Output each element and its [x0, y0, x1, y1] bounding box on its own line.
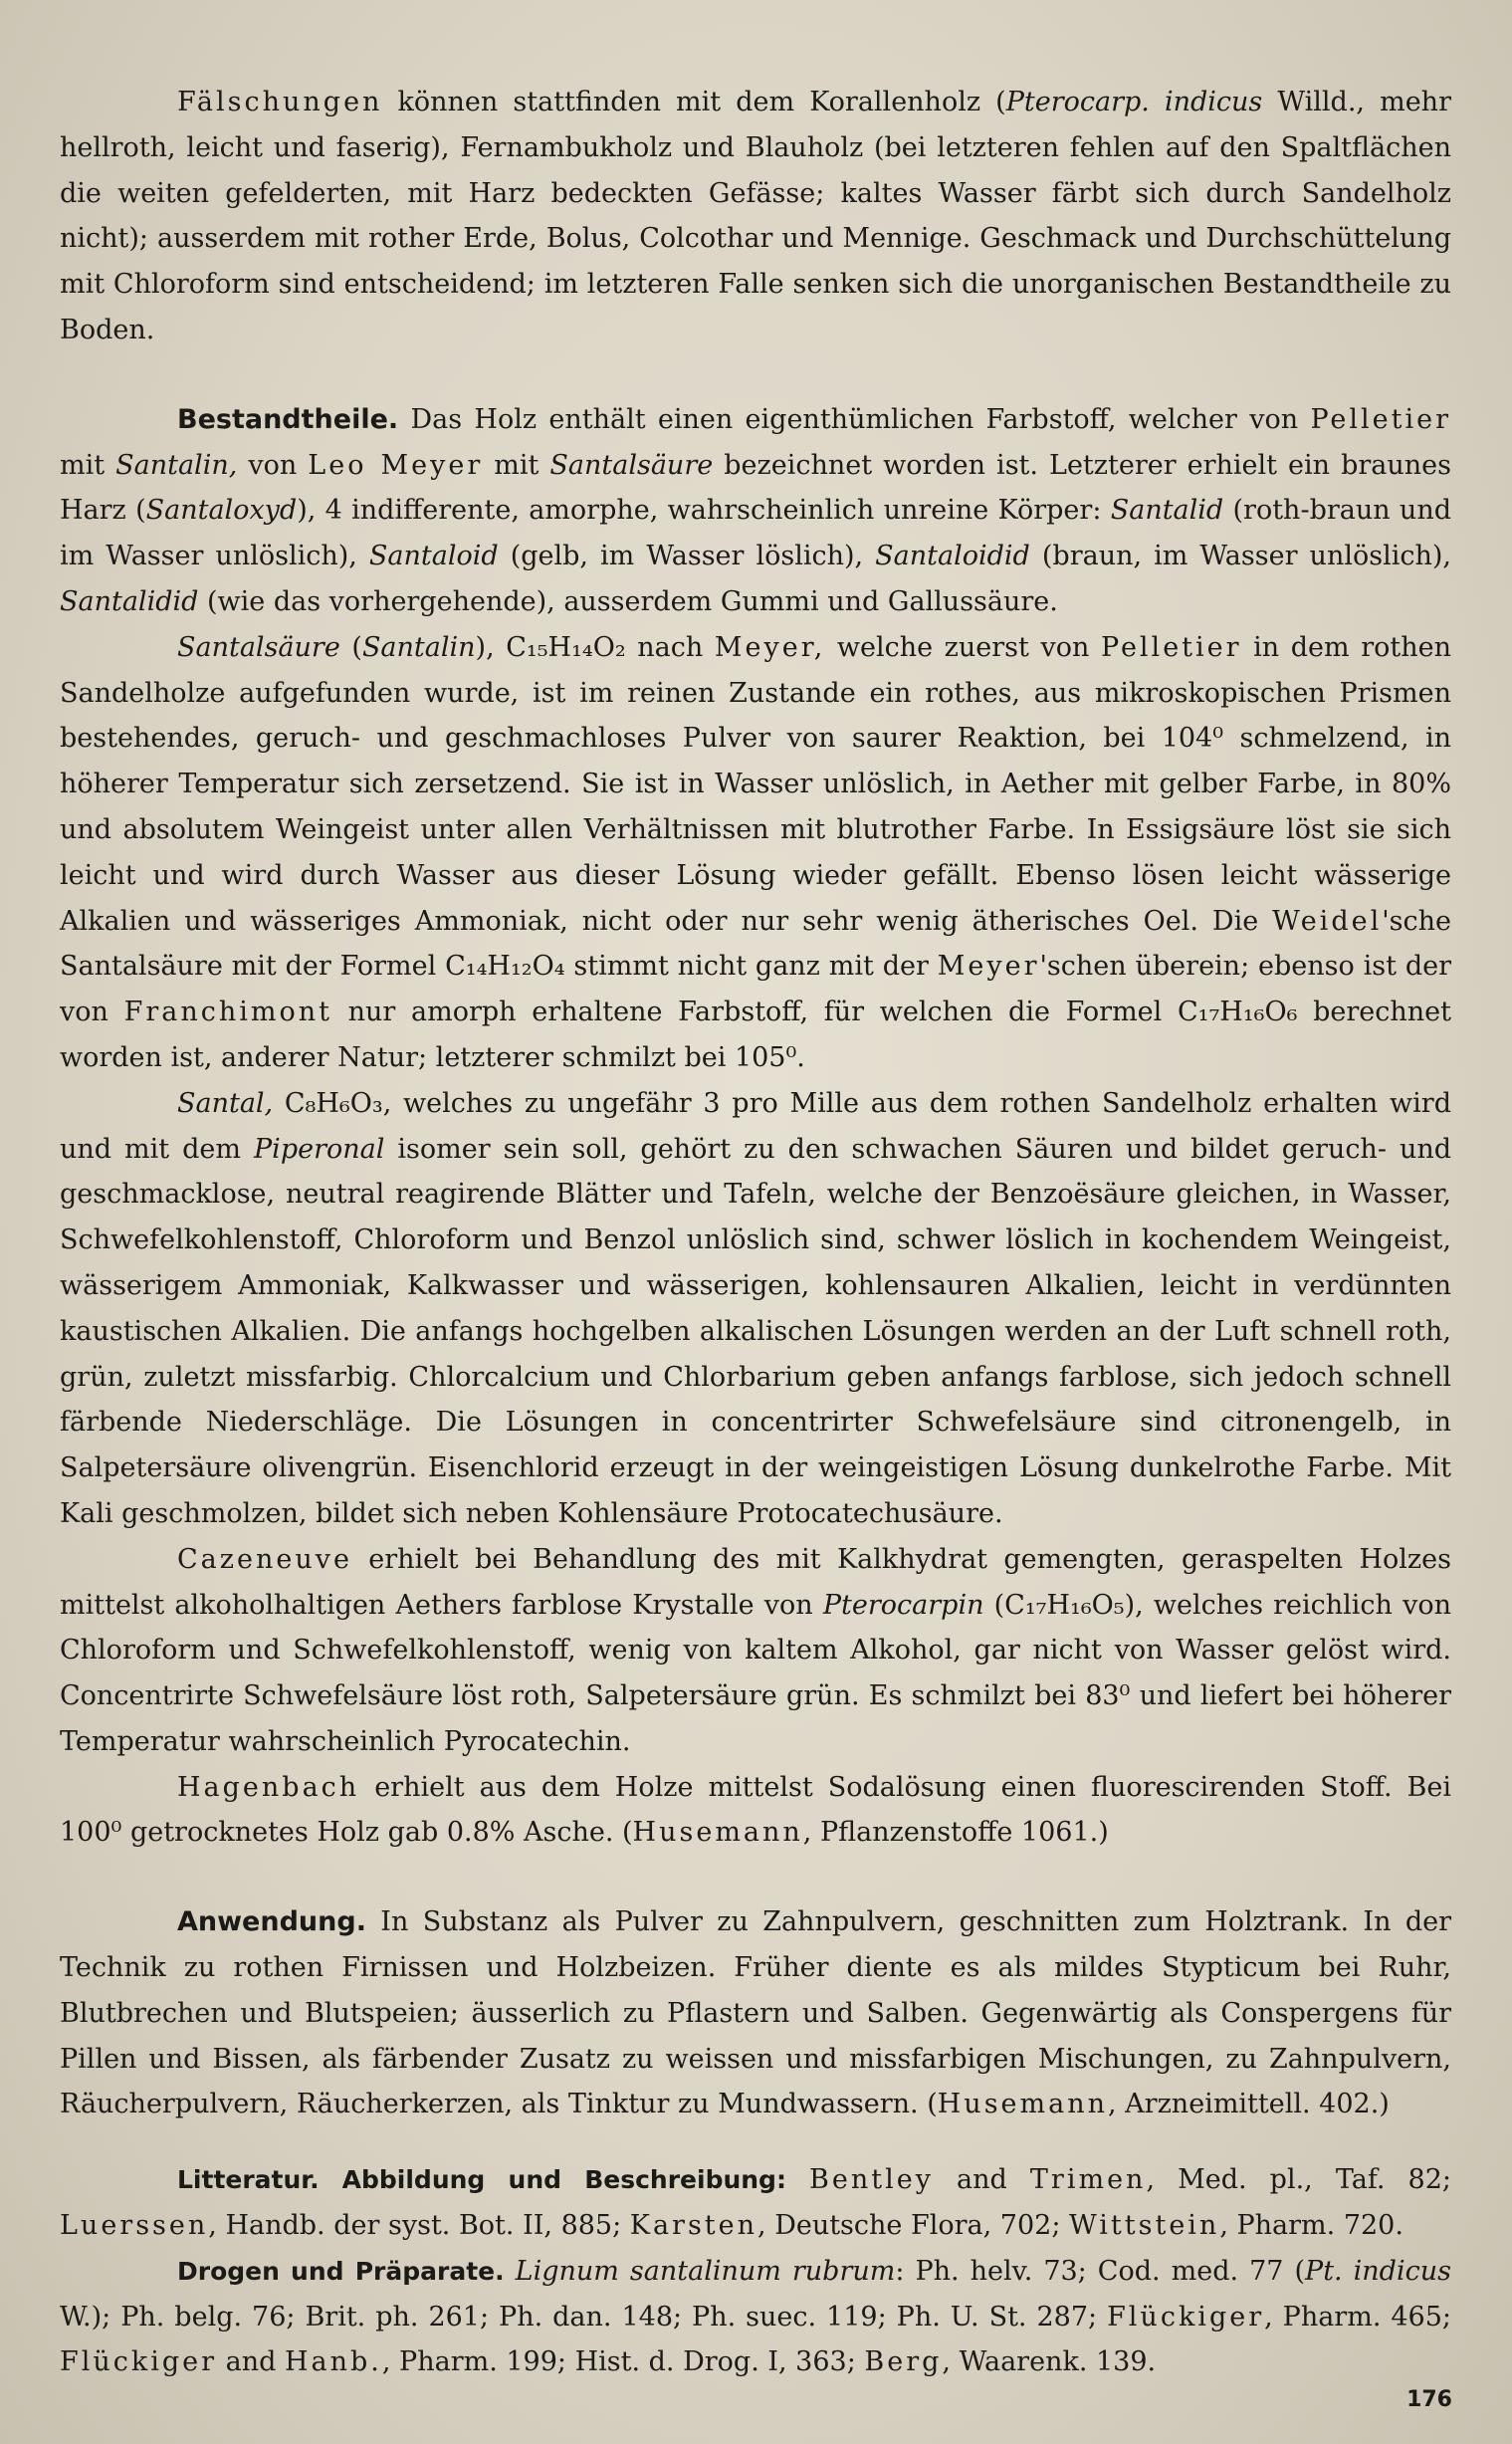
text-run: , Pharm. 465; [1264, 2301, 1451, 2333]
text-run: welche zuerst von [825, 631, 1101, 663]
section-gap [60, 353, 1451, 397]
body-text [60, 80, 1451, 2385]
paragraph-drogen [60, 2249, 1451, 2385]
subsection-heading: Drogen und Präparate. [177, 2256, 505, 2286]
subsection-heading: Litteratur. [177, 2165, 320, 2195]
author-name: Flückiger [1107, 2301, 1265, 2333]
paragraph-litteratur [60, 2157, 1451, 2249]
author-name: Wittstein [1069, 2210, 1220, 2242]
author-name: Flückiger [60, 2346, 218, 2378]
text-run [320, 2164, 342, 2195]
text-run: 'sche Santalsäure mit der Formel C₁₄H₁₂O₄ stimmt nicht ganz mit der [60, 905, 1451, 983]
text-run: , Deutsche Flora, 702; [757, 2210, 1069, 2242]
paragraph-anwendung [60, 1899, 1451, 2127]
italic-term: Santalidid [60, 585, 199, 617]
italic-term: Santaloidid [875, 541, 1030, 572]
text-run: , Handb. der syst. Bot. II, 885; [208, 2210, 630, 2242]
text-run [505, 2256, 516, 2287]
text-run: von [237, 449, 309, 481]
text-run: : Ph. helv. 73; Cod. med. 77 ( [895, 2255, 1306, 2287]
text-run: ), C₁₅H₁₄O₂ nach [475, 631, 715, 663]
text-run: mit [60, 449, 116, 481]
paragraph-bestandtheile [60, 397, 1451, 625]
author-name: Husemann [632, 1817, 803, 1849]
author-name: Bentley [809, 2164, 934, 2196]
text-run: , Pharm. 199; Hist. d. Drog. I, 363; [381, 2346, 865, 2378]
italic-term: Pterocarp. indicus [1005, 87, 1263, 117]
italic-term: Santalid [1110, 495, 1224, 527]
paragraph-santal [60, 1081, 1451, 1537]
text-run: In Substanz als Pulver zu Zahnpulvern, geschnitten zum Holztrank. In der Technik zu rothen Firnissen und Holzbeizen. Früher diente es als mildes Stypticum bei Ruhr, Blutbrechen und Blutspeien; äusserlich zu Pflastern und Salben. Gegenwärtig als Conspergens für Pillen und Bissen, als färbender Zusatz zu weissen und missfarbigen Mischungen, zu Zahnpulvern, Räucherpulvern, Räucherkerzen, als Tinktur zu Mundwassern. ( [60, 1906, 1451, 2120]
text-run: , Pharm. 720. [1219, 2210, 1404, 2242]
author-name: Hagenbach [177, 1771, 360, 1803]
text-run: mit [483, 449, 550, 481]
author-name: Meyer [937, 951, 1040, 983]
section-heading: Anwendung. [177, 1906, 366, 1938]
text-run: , Waarenk. 139. [942, 2346, 1157, 2378]
section-gap [60, 2127, 1451, 2157]
text-run: , Med. pl., Taf. 82; [1146, 2164, 1451, 2196]
italic-term: Piperonal [254, 1133, 385, 1165]
section-gap [60, 1856, 1451, 1899]
author-name: Leo Meyer [308, 449, 484, 481]
text-run: (roth-braun und im Wasser unlöslich), [60, 495, 1451, 572]
italic-term: Santalsäure [177, 631, 340, 663]
author-name: Weidel [1272, 905, 1383, 937]
text-run: and [217, 2346, 285, 2378]
text-run: C₈H₆O₃, welches zu ungefähr 3 pro Mille aus dem rothen Sandelholz erhalten wird und mit dem [60, 1087, 1451, 1165]
italic-term: Santaloid [368, 541, 499, 572]
author-name: Husemann [937, 2089, 1109, 2120]
text-run: W.); Ph. belg. 76; Brit. ph. 261; Ph. dan. 148; Ph. suec. 119; Ph. U. St. 287; [60, 2301, 1108, 2333]
text-run: , Arzneimittell. 402.) [1108, 2089, 1390, 2120]
text-run: (braun, im Wasser unlöslich), [1029, 541, 1451, 572]
text-run: (C₁₇H₁₆O₅), welches reichlich von Chloroform und Schwefelkohlenstoff, wenig von kaltem Alkohol, gar nicht von Wasser gelöst wird. Concentrirte Schwefelsäure löst roth, Salpetersäure grün. Es schmilzt bei 83⁰ und liefert bei höherer Temperatur wahrscheinlich Pyrocatechin. [60, 1589, 1452, 1757]
paragraph-santalsaeure [60, 625, 1451, 1081]
paragraph-faelschungen [60, 80, 1451, 353]
author-name: Cazeneuve [177, 1543, 352, 1575]
section-heading: Bestandtheile. [177, 403, 399, 435]
italic-term: Santaloxyd [145, 495, 298, 527]
paragraph-cazeneuve [60, 1537, 1451, 1765]
text-run [786, 2164, 809, 2195]
author-name: Trimen [1029, 2164, 1147, 2196]
italic-term: Santalin [361, 631, 476, 663]
text-run: erhielt aus dem Holze mittelst Sodalösung einen fluorescirenden Stoff. Bei 100⁰ getrocknetes Holz gab 0.8% Asche. ( [60, 1771, 1451, 1849]
text-run: erhielt bei Behandlung des mit Kalkhydrat gemengten, geraspelten Holzes mittelst alkoholhaltigen Aethers farblose Krystalle von [60, 1543, 1451, 1621]
text-run: in dem rothen Sandelholze aufgefunden wurde, ist im reinen Zustande ein rothes, aus mikroskopischen Prismen bestehendes, geruch- und geschmachloses Pulver von saurer Reaktion, bei 104⁰ schmelzend, in höherer Temperatur sich zersetzend. Sie ist in Wasser unlöslich, in Aether mit gelber Farbe, in 80% und absolutem Weingeist unter allen Verhältnissen mit blutrother Farbe. In Essigsäure löst sie sich leicht und wird durch Wasser aus dieser Lösung wieder gefällt. Ebenso lösen leicht wässerige Alkalien und wässeriges Ammoniak, nicht oder nur sehr wenig ätherisches Oel. Die [60, 631, 1451, 937]
text-run: and [933, 2164, 1030, 2196]
text-run: (wie das vorhergehende), ausserdem Gummi und Gallussäure. [198, 585, 1058, 617]
text-run: , Pflanzenstoffe 1061.) [802, 1817, 1109, 1849]
text-run: Willd., mehr hellroth, leicht und faserig), Fernambukholz und Blauholz (bei letzteren fehlen auf den Spaltflächen die weiten gefelderten, mit Harz bedeckten Gefässe; kaltes Wasser färbt sich durch Sandelholz nicht); ausserdem mit rother Erde, Bolus, Colcothar und Mennige. Geschmack und Durchschüttelung mit Chloroform sind entscheidend; im letzteren Falle senken sich die unorganischen Bestandtheile zu Boden. [60, 87, 1451, 345]
italic-term: Santalin, [115, 449, 238, 481]
subsection-heading: Abbildung und Beschreibung: [341, 2165, 786, 2195]
text-run: nur amorph erhaltene Farbstoff, für welchen die Formel C₁₇H₁₆O₆ berechnet worden ist, anderer Natur; letzterer schmilzt bei 105⁰. [60, 997, 1451, 1073]
author-name: Meyer, [714, 631, 826, 663]
text-run: bezeichnet worden ist. Letzterer erhielt ein braunes Harz ( [60, 449, 1451, 527]
italic-term: Santal, [177, 1087, 274, 1119]
text-run: können stattfinden mit dem Korallenholz ( [382, 87, 1006, 117]
page-number: 176 [1406, 2387, 1452, 2412]
author-name: Luerssen [60, 2210, 209, 2242]
author-name: Karsten [629, 2210, 758, 2242]
text-run: 'schen überein; ebenso ist der von [60, 951, 1451, 1028]
author-name: Franchimont [123, 997, 332, 1028]
text-run: (gelb, im Wasser löslich), [498, 541, 876, 572]
author-name: Berg [864, 2346, 943, 2378]
author-name: Hanb. [284, 2346, 382, 2378]
author-name: Pelletier [1310, 403, 1451, 435]
italic-term: Pt. indicus [1305, 2255, 1451, 2287]
italic-term: Lignum santalinum rubrum [515, 2255, 896, 2287]
text-run: ), 4 indifferente, amorphe, wahrscheinlich unreine Körper: [297, 495, 1111, 527]
italic-term: Pterocarpin [822, 1589, 984, 1621]
author-name: Fälschungen [177, 87, 383, 117]
italic-term: Santalsäure [549, 449, 714, 481]
text-run: Das Holz enthält einen eigenthümlichen Farbstoff, welcher von [398, 403, 1311, 435]
author-name: Pelletier [1100, 631, 1242, 663]
text-run: ( [339, 631, 362, 663]
text-run: isomer sein soll, gehört zu den schwachen Säuren und bildet geruch- und geschmacklose, neutral reagirende Blätter und Tafeln, welche der Benzoësäure gleichen, in Wasser, Schwefelkohlenstoff, Chloroform und Benzol unlöslich sind, schwer löslich in kochendem Weingeist, wässerigem Ammoniak, Kalkwasser und wässerigen, kohlensauren Alkalien, leicht in verdünnten kaustischen Alkalien. Die anfangs hochgelben alkalischen Lösungen werden an der Luft schnell roth, grün, zuletzt missfarbig. Chlorcalcium und Chlorbarium geben anfangs farblose, sich jedoch schnell färbende Niederschläge. Die Lösungen in concentrirter Schwefelsäure sind citronengelb, in Salpetersäure olivengrün. Eisenchlorid erzeugt in der weingeistigen Lösung dunkelrothe Farbe. Mit Kali geschmolzen, bildet sich neben Kohlensäure Protocatechusäure. [60, 1133, 1452, 1529]
paragraph-hagenbach [60, 1765, 1451, 1857]
